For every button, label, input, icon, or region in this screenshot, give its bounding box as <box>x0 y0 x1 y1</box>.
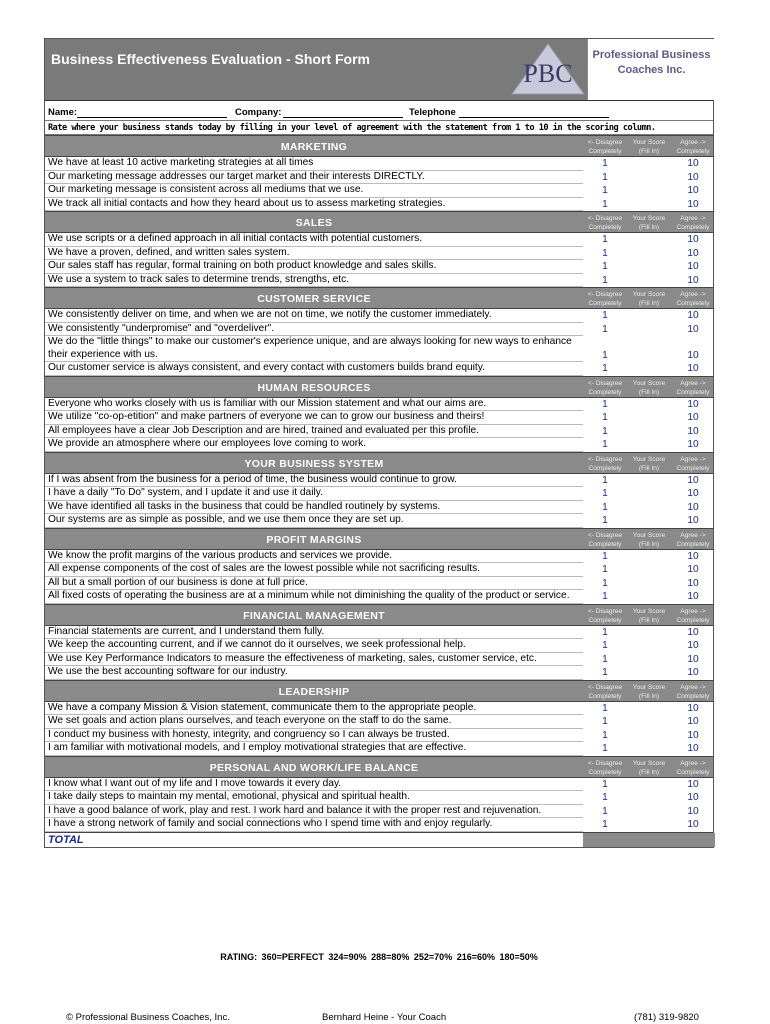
total-label: TOTAL <box>48 833 84 846</box>
score-input[interactable] <box>627 590 671 604</box>
telephone-label: Telephone <box>409 107 456 118</box>
agree-value: 10 <box>687 792 699 803</box>
statement-text: Everyone who works closely with us is familiar with our Mission statement and what our aims are. <box>45 398 583 412</box>
statement-row <box>45 550 713 564</box>
disagree-value: 1 <box>602 198 608 210</box>
statement-text: We do the "little things" to make our customer's experience unique, and are always looking for new ways to enhance their experience with us. <box>45 336 583 362</box>
disagree-value: 1 <box>602 515 608 526</box>
statement-row <box>45 411 713 425</box>
agree-value: 10 <box>687 412 699 423</box>
disagree-value: 1 <box>602 261 608 272</box>
name-label: Name: <box>48 107 78 118</box>
section-header <box>45 528 713 550</box>
agree-value: 10 <box>687 171 699 183</box>
statement-row <box>45 425 713 439</box>
form-title: Business Effectiveness Evaluation - Short Form <box>51 51 370 67</box>
disagree-value: 1 <box>602 310 608 321</box>
footer-copyright: © Professional Business Coaches, Inc. <box>66 1012 230 1023</box>
disagree-value: 1 <box>602 626 608 638</box>
section-header <box>45 452 713 474</box>
score-input[interactable] <box>627 742 671 756</box>
statement-row <box>45 563 713 577</box>
statement-text: All expense components of the cost of sales are the lowest possible while not sacrificing results. <box>45 563 583 577</box>
agree-column-header: Agree -> Completely <box>676 215 710 231</box>
agree-value: 10 <box>687 261 699 272</box>
statement-row <box>45 778 713 792</box>
agree-value: 10 <box>687 640 699 651</box>
score-input[interactable] <box>627 514 671 528</box>
statement-row <box>45 639 713 653</box>
disagree-value: 1 <box>602 171 608 183</box>
section-title: PROFIT MARGINS <box>266 533 362 546</box>
footer-coach: Bernhard Heine - Your Coach <box>322 1012 447 1023</box>
disagree-value: 1 <box>602 501 608 513</box>
agree-value: 10 <box>687 247 699 259</box>
telephone-field[interactable] <box>459 117 609 118</box>
score-input[interactable] <box>627 336 671 362</box>
agree-value: 10 <box>687 398 699 410</box>
disagree-value: 1 <box>602 398 608 410</box>
agree-value: 10 <box>687 743 699 754</box>
agree-value: 10 <box>687 274 699 286</box>
agree-value: 10 <box>687 439 699 450</box>
score-input[interactable] <box>627 198 671 212</box>
disagree-value: 1 <box>602 653 608 665</box>
score-input[interactable] <box>627 729 671 743</box>
agree-value: 10 <box>687 474 699 486</box>
score-input[interactable] <box>627 438 671 452</box>
statement-text: I conduct my business with honesty, integrity, and congruency so I can always be trusted. <box>45 729 583 743</box>
statement-text: We know the profit margins of the various products and services we provide. <box>45 550 583 564</box>
score-input[interactable] <box>627 626 671 640</box>
section-header <box>45 135 713 157</box>
disagree-value: 1 <box>602 439 608 450</box>
score-column-header: Your Score (Fill In) <box>632 139 666 155</box>
agree-column-header: Agree -> Completely <box>676 607 710 624</box>
section-title: PERSONAL AND WORK/LIFE BALANCE <box>209 761 419 774</box>
section-title: SALES <box>295 217 333 229</box>
score-input[interactable] <box>627 247 671 261</box>
statement-row <box>45 184 713 198</box>
statement-row <box>45 438 713 452</box>
agree-column-header: Agree -> Completely <box>676 291 710 307</box>
disagree-column-header: <- Disagree Completely <box>587 139 623 155</box>
statement-text: Our customer service is always consistent, and every contact with customers builds brand equity. <box>45 362 583 376</box>
section-header <box>45 604 713 626</box>
score-input[interactable] <box>627 411 671 425</box>
total-score-field[interactable] <box>583 833 715 847</box>
score-input[interactable] <box>627 778 671 792</box>
statement-row <box>45 805 713 819</box>
statement-row <box>45 362 713 376</box>
company-name-box <box>587 39 715 100</box>
disagree-value: 1 <box>602 702 608 714</box>
statement-row <box>45 171 713 185</box>
rating-scale: RATING: 360=PERFECT 324=90% 288=80% 252=70% 216=60% 180=50% <box>220 952 538 962</box>
score-input[interactable] <box>627 715 671 729</box>
score-input[interactable] <box>627 425 671 439</box>
statement-text: Our marketing message addresses our target market and their interests DIRECTLY. <box>45 171 583 185</box>
disagree-value: 1 <box>602 247 608 259</box>
agree-column-header: Agree -> Completely <box>676 531 710 548</box>
score-input[interactable] <box>627 233 671 247</box>
agree-column-header: Agree -> Completely <box>676 379 710 396</box>
score-column-header: Your Score (Fill In) <box>632 291 666 307</box>
section-header <box>45 756 713 778</box>
score-input[interactable] <box>627 157 671 171</box>
section-title: FINANCIAL MANAGEMENT <box>243 609 385 622</box>
disagree-value: 1 <box>602 640 608 651</box>
disagree-value: 1 <box>602 667 608 678</box>
disagree-value: 1 <box>602 819 608 830</box>
statement-row <box>45 157 713 171</box>
statement-text: We use a system to track sales to determine trends, strengths, etc. <box>45 274 583 288</box>
evaluation-form <box>44 38 714 848</box>
statement-text: Our marketing message is consistent across all mediums that we use. <box>45 184 583 198</box>
statement-row <box>45 233 713 247</box>
disagree-value: 1 <box>602 234 608 245</box>
disagree-value: 1 <box>602 425 608 437</box>
total-row <box>45 832 713 847</box>
agree-column-header: Agree -> Completely <box>676 455 710 472</box>
statement-text: All employees have a clear Job Description and are hired, trained and evaluated per this profile. <box>45 425 583 439</box>
statement-text: All fixed costs of operating the business are at a minimum while not diminishing the quality of the product or service. <box>45 590 583 604</box>
score-input[interactable] <box>627 577 671 591</box>
agree-value: 10 <box>687 349 699 361</box>
statement-row <box>45 577 713 591</box>
score-column-header: Your Score (Fill In) <box>632 607 666 624</box>
disagree-value: 1 <box>602 185 608 196</box>
agree-value: 10 <box>687 805 699 817</box>
agree-value: 10 <box>687 667 699 678</box>
statement-row <box>45 702 713 716</box>
disagree-column-header: <- Disagree Completely <box>587 379 623 396</box>
agree-value: 10 <box>687 425 699 437</box>
statement-text: If I was absent from the business for a period of time, the business would continue to grow. <box>45 474 583 488</box>
disagree-column-header: <- Disagree Completely <box>587 531 623 548</box>
statement-text: I have a good balance of work, play and rest. I work hard and balance it with the proper rest and rejuvenation. <box>45 805 583 819</box>
agree-value: 10 <box>687 515 699 526</box>
score-input[interactable] <box>627 362 671 376</box>
disagree-value: 1 <box>602 591 608 602</box>
agree-value: 10 <box>687 488 699 499</box>
score-input[interactable] <box>627 805 671 819</box>
statement-text: We track all initial contacts and how they heard about us to assess marketing strategies. <box>45 198 583 212</box>
company-name-line2: Coaches Inc. <box>617 64 686 76</box>
statement-text: Our sales staff has regular, formal training on both product knowledge and sales skills. <box>45 260 583 274</box>
statement-row <box>45 398 713 412</box>
agree-value: 10 <box>687 198 699 210</box>
agree-value: 10 <box>687 653 699 665</box>
score-input[interactable] <box>627 474 671 488</box>
disagree-value: 1 <box>602 158 608 169</box>
section-header <box>45 680 713 702</box>
statement-row <box>45 474 713 488</box>
statement-text: We set goals and action plans ourselves, and teach everyone on the staff to do the same. <box>45 715 583 729</box>
disagree-value: 1 <box>602 729 608 741</box>
disagree-column-header: <- Disagree Completely <box>587 455 623 472</box>
disagree-value: 1 <box>602 716 608 727</box>
disagree-value: 1 <box>602 778 608 790</box>
name-field[interactable] <box>77 117 227 118</box>
score-input[interactable] <box>627 309 671 323</box>
score-column-header: Your Score (Fill In) <box>632 379 666 396</box>
statement-text: Our systems are as simple as possible, and we use them once they are set up. <box>45 514 583 528</box>
agree-value: 10 <box>687 577 699 589</box>
section-header <box>45 376 713 398</box>
disagree-column-header: <- Disagree Completely <box>587 759 623 776</box>
statement-row <box>45 626 713 640</box>
agree-value: 10 <box>687 591 699 602</box>
section-title: HUMAN RESOURCES <box>257 381 371 394</box>
statement-text: We have a company Mission & Vision statement, communicate them to the appropriate people. <box>45 702 583 716</box>
statement-row <box>45 715 713 729</box>
statement-text: We use the best accounting software for our industry. <box>45 666 583 680</box>
disagree-value: 1 <box>602 564 608 575</box>
disagree-value: 1 <box>602 577 608 589</box>
disagree-column-header: <- Disagree Completely <box>587 291 623 307</box>
disagree-column-header: <- Disagree Completely <box>587 683 623 700</box>
statement-text: I take daily steps to maintain my mental, emotional, physical and spiritual health. <box>45 791 583 805</box>
statement-text: I have a strong network of family and social connections who I spend time with and enjoy regularly. <box>45 818 583 832</box>
agree-value: 10 <box>687 234 699 245</box>
score-column-header: Your Score (Fill In) <box>632 455 666 472</box>
disagree-value: 1 <box>602 488 608 499</box>
score-input[interactable] <box>627 653 671 667</box>
score-column-header: Your Score (Fill In) <box>632 683 666 700</box>
statement-text: I have a daily "To Do" system, and I update it and use it daily. <box>45 487 583 501</box>
disagree-value: 1 <box>602 274 608 286</box>
statement-text: All but a small portion of our business is done at full price. <box>45 577 583 591</box>
statement-text: I am familiar with motivational models, and I employ motivational strategies that are effective. <box>45 742 583 756</box>
score-input[interactable] <box>627 702 671 716</box>
statement-row <box>45 729 713 743</box>
instructions: Rate where your business stands today by filling in your level of agreement with the statement from 1 to 10 in the scoring column. <box>45 121 713 135</box>
score-input[interactable] <box>627 171 671 185</box>
disagree-column-header: <- Disagree Completely <box>587 607 623 624</box>
disagree-value: 1 <box>602 323 608 335</box>
statement-text: We provide an atmosphere where our employees love coming to work. <box>45 438 583 452</box>
statement-text: We consistently deliver on time, and when we are not on time, we notify the customer immediately. <box>45 309 583 323</box>
score-input[interactable] <box>627 550 671 564</box>
footer-phone: (781) 319-9820 <box>634 1012 699 1023</box>
agree-value: 10 <box>687 158 699 169</box>
section-title: MARKETING <box>280 141 348 153</box>
statement-text: We have a proven, defined, and written sales system. <box>45 247 583 261</box>
statement-row <box>45 514 713 528</box>
section-title: CUSTOMER SERVICE <box>257 293 371 305</box>
score-input[interactable] <box>627 487 671 501</box>
pbc-logo <box>510 42 586 96</box>
score-input[interactable] <box>627 639 671 653</box>
score-column-header: Your Score (Fill In) <box>632 759 666 776</box>
disagree-column-header: <- Disagree Completely <box>587 215 623 231</box>
agree-value: 10 <box>687 716 699 727</box>
section-title: LEADERSHIP <box>278 685 350 698</box>
statement-row <box>45 336 713 362</box>
disagree-value: 1 <box>602 792 608 803</box>
agree-value: 10 <box>687 363 699 374</box>
agree-value: 10 <box>687 550 699 562</box>
disagree-value: 1 <box>602 349 608 361</box>
agree-column-header: Agree -> Completely <box>676 759 710 776</box>
score-input[interactable] <box>627 666 671 680</box>
agree-value: 10 <box>687 501 699 513</box>
disagree-value: 1 <box>602 805 608 817</box>
company-name-line1: Professional Business <box>592 49 711 61</box>
score-input[interactable] <box>627 323 671 337</box>
logo-text: PBC <box>523 59 573 88</box>
statement-text: Financial statements are current, and I understand them fully. <box>45 626 583 640</box>
agree-value: 10 <box>687 310 699 321</box>
score-input[interactable] <box>627 791 671 805</box>
statement-row <box>45 590 713 604</box>
agree-value: 10 <box>687 729 699 741</box>
disagree-value: 1 <box>602 363 608 374</box>
score-input[interactable] <box>627 274 671 288</box>
disagree-value: 1 <box>602 550 608 562</box>
section-header <box>45 211 713 233</box>
score-input[interactable] <box>627 501 671 515</box>
disagree-value: 1 <box>602 474 608 486</box>
statement-row <box>45 247 713 261</box>
statement-text: We have identified all tasks in the business that could be handled routinely by systems. <box>45 501 583 515</box>
score-input[interactable] <box>627 818 671 832</box>
agree-column-header: Agree -> Completely <box>676 683 710 700</box>
contact-fields <box>45 101 713 121</box>
statement-text: We have at least 10 active marketing strategies at all times <box>45 157 583 171</box>
score-column-header: Your Score (Fill In) <box>632 531 666 548</box>
score-column-header: Your Score (Fill In) <box>632 215 666 231</box>
score-input[interactable] <box>627 563 671 577</box>
statement-row <box>45 742 713 756</box>
statement-row <box>45 323 713 337</box>
statement-row <box>45 309 713 323</box>
statement-row <box>45 260 713 274</box>
statement-row <box>45 198 713 212</box>
statement-row <box>45 666 713 680</box>
agree-value: 10 <box>687 778 699 790</box>
statement-row <box>45 487 713 501</box>
disagree-value: 1 <box>602 412 608 423</box>
disagree-value: 1 <box>602 743 608 754</box>
agree-value: 10 <box>687 819 699 830</box>
agree-column-header: Agree -> Completely <box>676 139 710 155</box>
score-input[interactable] <box>627 398 671 412</box>
statement-text: I know what I want out of my life and I move towards it every day. <box>45 778 583 792</box>
company-field[interactable] <box>283 117 403 118</box>
score-input[interactable] <box>627 184 671 198</box>
statement-text: We use scripts or a defined approach in all initial contacts with potential customers. <box>45 233 583 247</box>
section-title: YOUR BUSINESS SYSTEM <box>244 457 384 470</box>
agree-value: 10 <box>687 702 699 714</box>
form-header <box>45 39 713 101</box>
statement-text: We utilize "co-op-etition" and make partners of everyone we can to grow our business and theirs! <box>45 411 583 425</box>
company-label: Company: <box>235 107 282 118</box>
agree-value: 10 <box>687 185 699 196</box>
statement-row <box>45 653 713 667</box>
statement-text: We consistently "underpromise" and "overdeliver". <box>45 323 583 337</box>
statement-row <box>45 791 713 805</box>
sections-container <box>45 135 713 832</box>
statement-text: We keep the accounting current, and if we cannot do it ourselves, we seek professional help. <box>45 639 583 653</box>
section-header <box>45 287 713 309</box>
agree-value: 10 <box>687 564 699 575</box>
statement-text: We use Key Performance Indicators to measure the effectiveness of marketing, sales, customer service, etc. <box>45 653 583 667</box>
score-input[interactable] <box>627 260 671 274</box>
agree-value: 10 <box>687 323 699 335</box>
statement-row <box>45 501 713 515</box>
statement-row <box>45 818 713 832</box>
statement-row <box>45 274 713 288</box>
agree-value: 10 <box>687 626 699 638</box>
